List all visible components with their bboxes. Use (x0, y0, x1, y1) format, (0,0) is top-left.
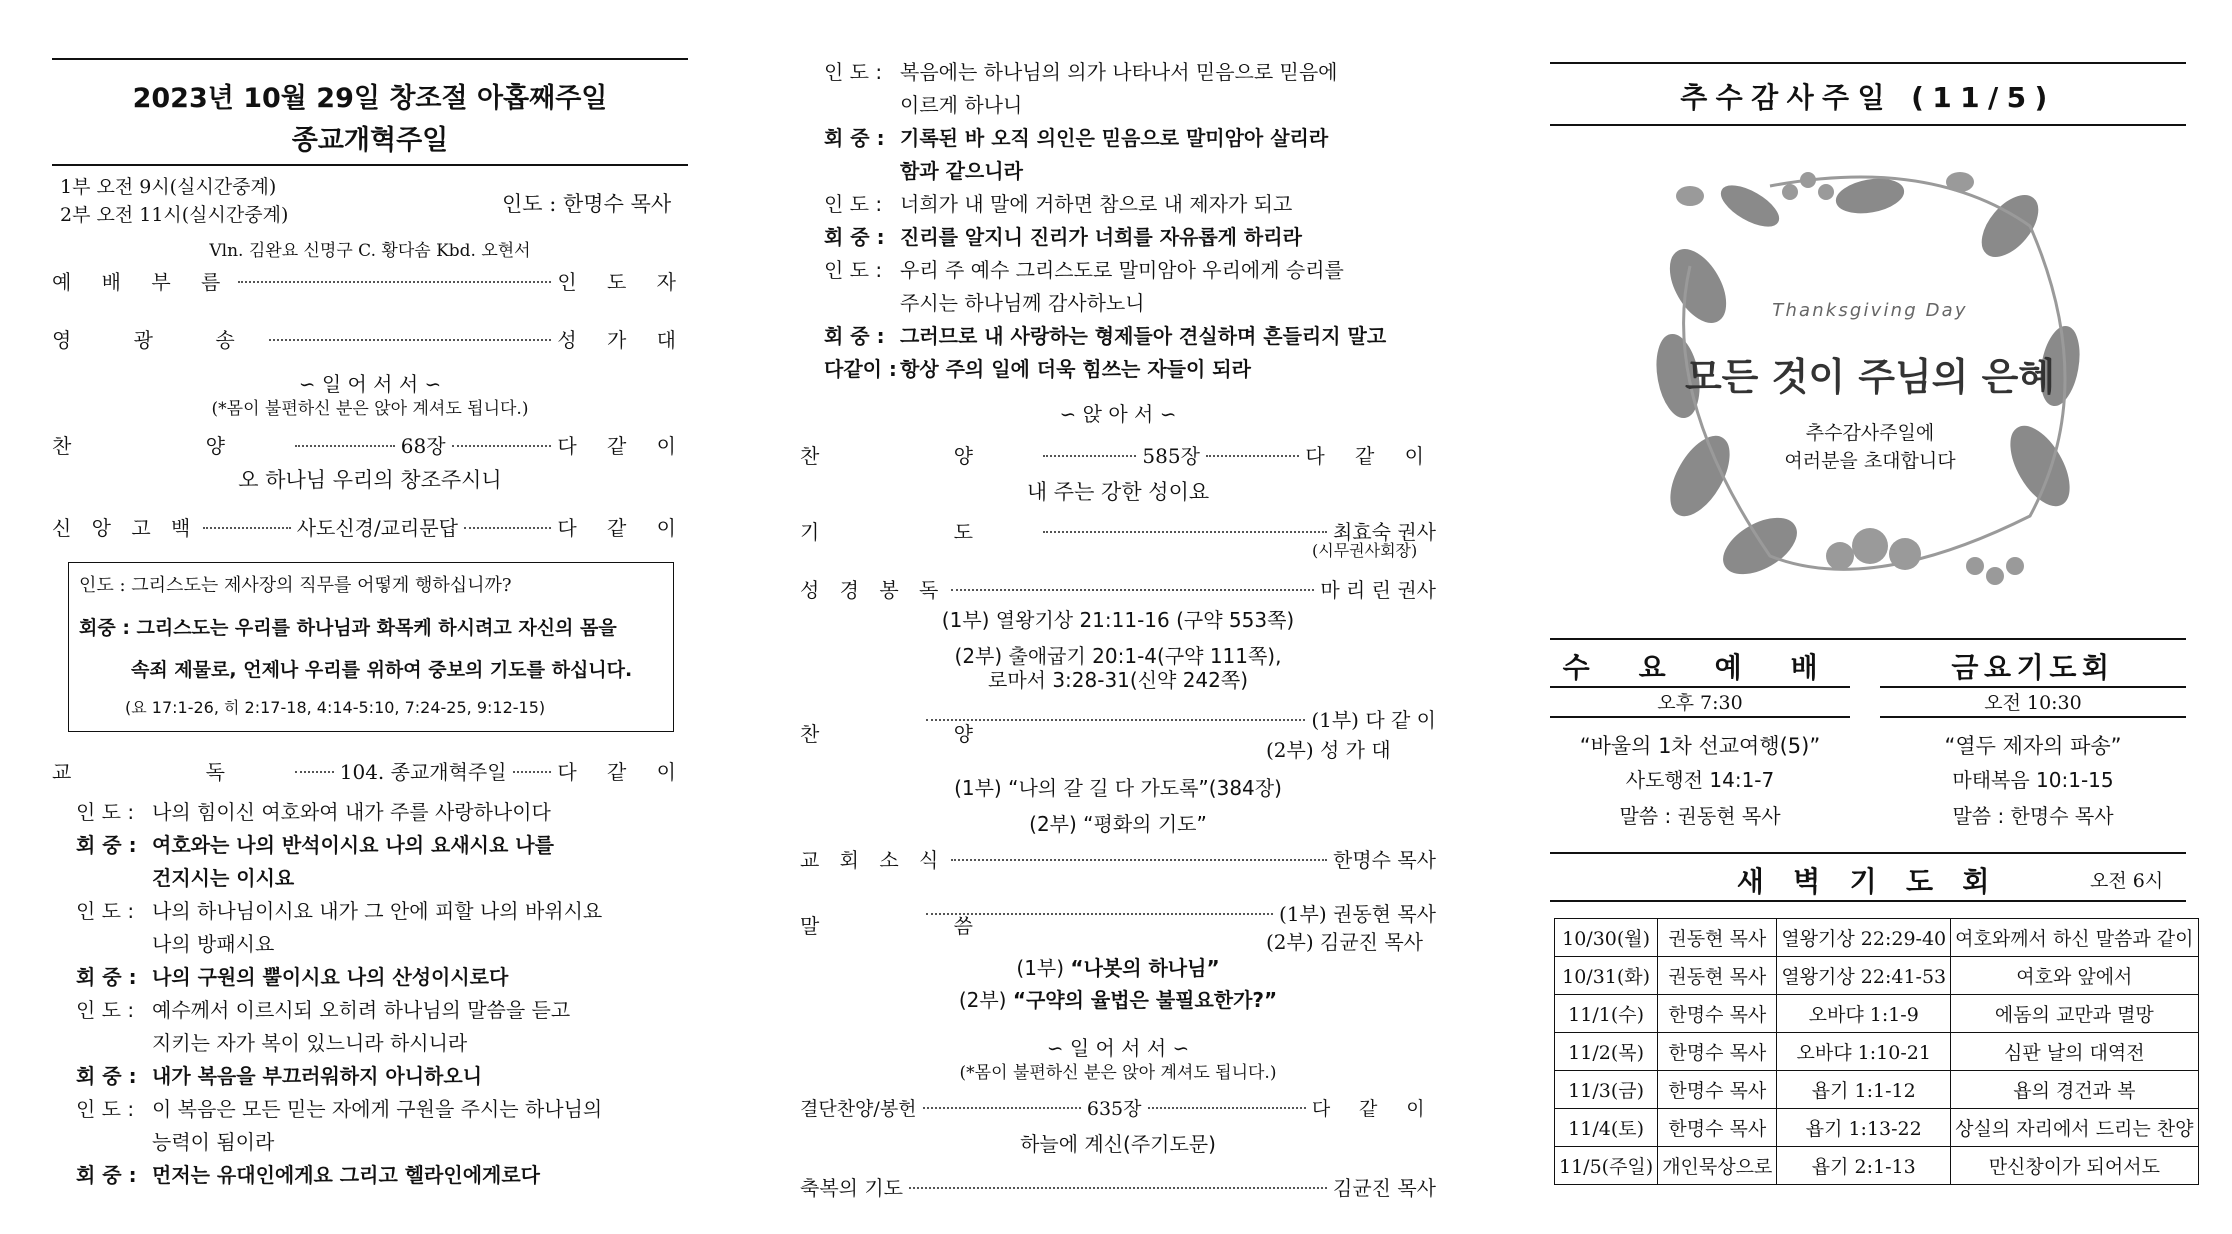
dawn-scripture: 오바댜 1:10-21 (1777, 1033, 1951, 1071)
berry-icon (2006, 557, 2024, 575)
hymn2-who-1: (1부) 다 같 이 (1311, 708, 1436, 732)
scripture-row (800, 574, 1436, 603)
dawn-title: 심판 날의 대역전 (1951, 1033, 2198, 1071)
hymn2-title-2: (2부) “평화의 기도” (1029, 812, 1207, 836)
responsive-line (76, 1027, 467, 1056)
sermon-title-1: “나봇의 하나님” (1070, 956, 1220, 980)
responsive-speaker: 인 도 : (824, 258, 883, 282)
dawn-date: 10/30(월) (1555, 919, 1658, 957)
responsive-text: 나의 하나님이시요 내가 그 안에 피할 나의 바위시요 (152, 899, 603, 923)
catechism-answer-1: 회중 : 그리스도는 우리를 하나님과 화목케 하시려고 자신의 몸을 (79, 617, 617, 639)
wednesday-time: 오후 7:30 (1657, 692, 1743, 714)
table-row (1555, 1071, 2199, 1109)
dawn-scripture: 욥기 1:1-12 (1777, 1071, 1951, 1109)
dawn-date: 11/3(금) (1555, 1071, 1658, 1109)
dawn-date: 11/5(주일) (1555, 1147, 1658, 1185)
service-time-2: 2부 오전 11시(실시간중계) (60, 204, 289, 226)
friday-preacher: 말씀 : 한명수 목사 (1952, 804, 2114, 828)
hymn-number: 585장 (1142, 444, 1200, 468)
offering-who: 다 같 이 (1311, 1098, 1436, 1120)
wednesday-title: 수 요 예 배 (1562, 651, 1838, 684)
responsive-line (824, 221, 1302, 250)
offering-label: 결단찬양/봉헌 (800, 1098, 917, 1120)
responsive-text: 주시는 하나님께 감사하노니 (900, 291, 1145, 315)
bulletin-title: 2023년 10월 29일 창조절 아홉째주일 (132, 83, 608, 114)
hymn-row (52, 430, 688, 459)
berry-icon (1826, 542, 1854, 570)
responsive-line (76, 829, 554, 858)
gloria-choir: 성 가 대 (557, 328, 688, 352)
friday-rule-2 (1880, 716, 2186, 718)
responsive-number: 104. 종교개혁주일 (339, 760, 507, 784)
responsive-line (76, 1126, 274, 1155)
responsive-line (824, 89, 1022, 118)
berry-icon (1852, 528, 1888, 564)
responsive-text: 나의 힘이신 여호와여 내가 주를 사랑하나이다 (152, 800, 551, 824)
responsive-text: 함과 같으니라 (900, 159, 1023, 183)
table-row (1555, 995, 2199, 1033)
scripture-2b: 로마서 3:28-31(신약 242쪽) (988, 668, 1248, 692)
wednesday-text: 사도행전 14:1-7 (1625, 768, 1775, 792)
wreath-title: 모든 것이 주님의 은혜 (1684, 355, 2056, 399)
responsive-text: 너희가 내 말에 거하면 참으로 내 제자가 되고 (900, 192, 1293, 216)
dawn-scripture: 열왕기상 22:41-53 (1777, 957, 1951, 995)
catechism-reference: (요 17:1-26, 히 2:17-18, 4:14-5:10, 7:24-25, 9:12-15) (125, 698, 546, 717)
dawn-prayer-title: 새 벽 기 도 회 (1736, 865, 2000, 898)
friday-title: 금요기도회 (1951, 651, 2115, 684)
responsive-text: 이 복음은 모든 믿는 자에게 구원을 주시는 하나님의 (152, 1097, 603, 1121)
services-top-rule (1550, 638, 2186, 640)
responsive-text: 우리 주 예수 그리스도로 말미암아 우리에게 승리를 (900, 258, 1344, 282)
dawn-prayer-time: 오전 6시 (2090, 870, 2164, 892)
responsive-speaker: 인 도 : (76, 899, 135, 923)
musicians: Vln. 김완요 신명구 C. 황다솜 Kbd. 오현서 (209, 241, 531, 261)
responsive-line (824, 122, 1328, 151)
responsive-speaker: 회 중 : (824, 126, 885, 150)
dawn-preacher: 개인묵상으로 (1658, 1147, 1777, 1185)
wreath-sub-1: 추수감사주일에 (1805, 422, 1935, 444)
responsive-speaker: 다같이 : (824, 357, 897, 381)
dawn-date: 11/4(토) (1555, 1109, 1658, 1147)
dawn-preacher: 권동현 목사 (1658, 919, 1777, 957)
responsive-text: 내가 복음을 부끄러워하지 아니하오니 (152, 1064, 483, 1088)
table-row (1555, 1147, 2199, 1185)
stand-note-2: (*몸이 불편하신 분은 앉아 계셔도 됩니다.) (959, 1063, 1277, 1083)
thanksgiving-heading: 추수감사주일 (11/5) (1680, 81, 2056, 114)
hymn-who: 다 같 이 (557, 434, 688, 458)
responsive-line (76, 1093, 602, 1122)
friday-text: 마태복음 10:1-15 (1952, 768, 2114, 792)
announcements-who: 한명수 목사 (1333, 848, 1436, 872)
hymn-label: 찬 양 (52, 434, 289, 458)
gloria-row (52, 324, 688, 353)
responsive-speaker: 인 도 : (76, 800, 135, 824)
wednesday-rule-2 (1550, 716, 1850, 718)
responsive-line (824, 188, 1292, 217)
dawn-scripture: 열왕기상 22:29-40 (1777, 919, 1951, 957)
responsive-text: 능력이 됨이라 (152, 1130, 275, 1154)
responsive-text: 건지시는 이시요 (152, 866, 295, 890)
catechism-question: 인도 : 그리스도는 제사장의 직무를 어떻게 행하십니까? (79, 575, 512, 596)
table-row (1555, 919, 2199, 957)
middle-column (800, 0, 1436, 1234)
responsive-text: 여호와는 나의 반석이시요 나의 요새시요 나를 (152, 833, 554, 857)
benediction-row (800, 1172, 1436, 1201)
berry-icon (1782, 184, 1798, 200)
friday-sermon: “열두 제자의 파송” (1944, 734, 2122, 758)
dawn-preacher: 한명수 목사 (1658, 1033, 1777, 1071)
table-row (1555, 1109, 2199, 1147)
hymn-585-row (800, 440, 1436, 469)
stand-note: (*몸이 불편하신 분은 앉아 계셔도 됩니다.) (211, 399, 529, 419)
dawn-title: 욥의 경건과 복 (1951, 1071, 2198, 1109)
responsive-line (824, 320, 1386, 349)
responsive-speaker: 회 중 : (76, 1064, 137, 1088)
berry-icon (1818, 184, 1834, 200)
benediction-who: 김균진 목사 (1333, 1176, 1436, 1200)
sermon-title-1-prefix: (1부) (1016, 956, 1071, 980)
sit-instruction: ∽ 앉 아 서 ∽ (1059, 402, 1177, 426)
responsive-line (76, 961, 508, 990)
dawn-preacher: 한명수 목사 (1658, 1071, 1777, 1109)
hymn-title: 내 주는 강한 성이요 (1026, 480, 1210, 504)
berry-icon (1966, 557, 1984, 575)
offering-title: 하늘에 계신(주기도문) (1020, 1132, 1216, 1156)
left-column (52, 0, 688, 1234)
leaf-icon (1834, 174, 1907, 217)
responsive-line (824, 353, 1251, 382)
thanks-top-rule (1550, 62, 2186, 64)
responsive-text: 복음에는 하나님의 의가 나타나서 믿음으로 믿음에 (900, 60, 1338, 84)
creed-label: 신 앙 고 백 (52, 516, 198, 540)
table-row (1555, 1033, 2199, 1071)
responsive-speaker: 회 중 : (76, 833, 137, 857)
sermon-label: 말 씀 (800, 914, 1037, 938)
prayer-note: (시무권사회장) (1312, 541, 1418, 560)
creed-row (52, 512, 688, 541)
dawn-preacher: 권동현 목사 (1658, 957, 1777, 995)
dawn-title: 상실의 자리에서 드리는 찬양 (1951, 1109, 2198, 1147)
offering-hymn: 635장 (1086, 1098, 1142, 1120)
dawn-preacher: 한명수 목사 (1658, 1109, 1777, 1147)
friday-time: 오전 10:30 (1984, 692, 2082, 714)
responsive-line (76, 895, 602, 924)
call-to-worship-leader: 인 도 자 (557, 270, 688, 294)
wreath-script: Thanksgiving Day (1772, 300, 1968, 321)
sermon-title-1-line (800, 952, 1436, 981)
responsive-line (824, 287, 1145, 316)
responsive-label: 교 독 (52, 760, 289, 784)
dawn-scripture: 욥기 1:13-22 (1777, 1109, 1951, 1147)
responsive-text: 예수께서 이르시되 오히려 하나님의 말씀을 듣고 (152, 998, 571, 1022)
creed-name: 사도신경/교리문답 (296, 516, 458, 540)
responsive-text: 이르게 하나니 (900, 93, 1023, 117)
benediction-label: 축복의 기도 (800, 1176, 903, 1200)
responsive-line (824, 155, 1023, 184)
dawn-date: 11/2(목) (1555, 1033, 1658, 1071)
responsive-line (76, 796, 551, 825)
responsive-text: 지키는 자가 복이 있느니라 하시니라 (152, 1031, 468, 1055)
scripture-label: 성 경 봉 독 (800, 578, 946, 602)
hymn2-row-1 (920, 704, 1436, 733)
table-row (1555, 957, 2199, 995)
stand-instruction: ∽ 일 어 서 서 ∽ (298, 372, 442, 396)
hymn-label: 찬 양 (800, 444, 1037, 468)
prayer-label: 기 도 (800, 520, 1037, 544)
hymn2-title-1: (1부) “나의 갈 길 다 가도록”(384장) (954, 776, 1282, 800)
dawn-scripture: 욥기 2:1-13 (1777, 1147, 1951, 1185)
sermon-title-2-prefix: (2부) (958, 988, 1013, 1012)
responsive-text: 그러므로 내 사랑하는 형제들아 견실하며 흔들리지 말고 (900, 324, 1387, 348)
gloria-label: 영 광 송 (52, 328, 263, 352)
responsive-text: 기록된 바 오직 의인은 믿음으로 말미암아 살리라 (900, 126, 1329, 150)
dawn-preacher: 한명수 목사 (1658, 995, 1777, 1033)
sermon-preacher-2: (2부) 김균진 목사 (1266, 930, 1423, 954)
scripture-1: (1부) 열왕기상 21:11-16 (구약 553쪽) (941, 608, 1295, 632)
responsive-speaker: 회 중 : (76, 965, 137, 989)
responsive-line (824, 254, 1344, 283)
responsive-line (76, 1159, 540, 1188)
responsive-speaker: 인 도 : (76, 998, 135, 1022)
leaf-icon (1972, 186, 2049, 267)
dawn-title: 만신창이가 되어서도 (1951, 1147, 2198, 1185)
responsive-line (76, 994, 570, 1023)
berry-icon (1986, 567, 2004, 585)
hymn2-label: 찬 양 (800, 722, 1037, 746)
hymn2-who-2: (2부) 성 가 대 (1266, 738, 1391, 762)
dawn-title: 에돔의 교만과 멸망 (1951, 995, 2198, 1033)
prayer-who: 최효숙 권사 (1333, 520, 1436, 544)
responsive-line (76, 928, 274, 957)
sermon-title-2-line (800, 984, 1436, 1013)
responsive-text: 진리를 알지니 진리가 너희를 자유롭게 하리라 (900, 225, 1302, 249)
responsive-speaker: 인 도 : (76, 1097, 135, 1121)
responsive-line (76, 862, 294, 891)
responsive-speaker: 회 중 : (824, 225, 885, 249)
responsive-who: 다 같 이 (557, 760, 688, 784)
title-rule (52, 164, 688, 166)
hymn-who: 다 같 이 (1305, 444, 1436, 468)
dawn-schedule-table (1554, 918, 2199, 1185)
offering-row (800, 1094, 1436, 1121)
dawn-title: 여호와 앞에서 (1951, 957, 2198, 995)
responsive-speaker: 인 도 : (824, 60, 883, 84)
sermon-title-2: “구약의 율법은 불필요한가?” (1012, 988, 1278, 1012)
scripture-2a: (2부) 출애굽기 20:1-4(구약 111쪽), (954, 644, 1282, 668)
responsive-text: 항상 주의 일에 더욱 힘쓰는 자들이 되라 (900, 357, 1251, 381)
announcements-row (800, 844, 1436, 873)
dawn-scripture: 오바댜 1:1-9 (1777, 995, 1951, 1033)
top-rule (52, 58, 688, 60)
leaf-icon (1714, 507, 1805, 585)
catechism-answer-2: 속죄 제물로, 언제나 우리를 위하여 중보의 기도를 하십니다. (131, 659, 633, 681)
responsive-text: 먼저는 유대인에게요 그리고 헬라인에게로다 (152, 1163, 540, 1187)
creed-who: 다 같 이 (557, 516, 689, 540)
sermon-preacher-1: (1부) 권동현 목사 (1279, 902, 1436, 926)
sermon-row-1 (920, 898, 1436, 927)
dawn-bottom-rule (1550, 900, 2186, 902)
acorn-icon (1676, 186, 1704, 206)
wreath-sub-2: 여러분을 초대합니다 (1784, 450, 1956, 472)
dawn-title: 여호와께서 하신 말씀과 같이 (1951, 919, 2198, 957)
hymn-number: 68장 (400, 434, 446, 458)
dawn-date: 11/1(수) (1555, 995, 1658, 1033)
wednesday-preacher: 말씀 : 권동현 목사 (1619, 804, 1781, 828)
announcements-label: 교 회 소 식 (800, 848, 946, 872)
responsive-text: 나의 구원의 뿔이시요 나의 산성이시로다 (152, 965, 509, 989)
responsive-text: 나의 방패시요 (152, 932, 275, 956)
responsive-speaker: 회 중 : (76, 1163, 137, 1187)
dawn-top-rule (1550, 852, 2186, 854)
dawn-date: 10/31(화) (1555, 957, 1658, 995)
leader: 인도 : 한명수 목사 (502, 192, 672, 216)
wednesday-sermon: “바울의 1차 선교여행(5)” (1579, 734, 1821, 758)
responsive-line (76, 1060, 482, 1089)
thanks-bottom-rule (1550, 124, 2186, 126)
bulletin-subtitle: 종교개혁주일 (291, 125, 449, 156)
responsive-line (824, 56, 1338, 85)
call-to-worship-row (52, 266, 688, 295)
responsive-speaker: 회 중 : (824, 324, 885, 348)
responsive-reading-row (52, 756, 688, 785)
hymn-title: 오 하나님 우리의 창조주시니 (238, 468, 502, 492)
right-column (1550, 0, 2194, 1234)
stand-instruction-2: ∽ 일 어 서 서 ∽ (1046, 1036, 1190, 1060)
responsive-speaker: 인 도 : (824, 192, 883, 216)
scripture-reader: 마 리 린 권사 (1320, 578, 1436, 602)
service-time-1: 1부 오전 9시(실시간중계) (60, 176, 277, 198)
catechism-box (68, 562, 674, 732)
call-to-worship-label: 예 배 부 름 (52, 270, 233, 294)
